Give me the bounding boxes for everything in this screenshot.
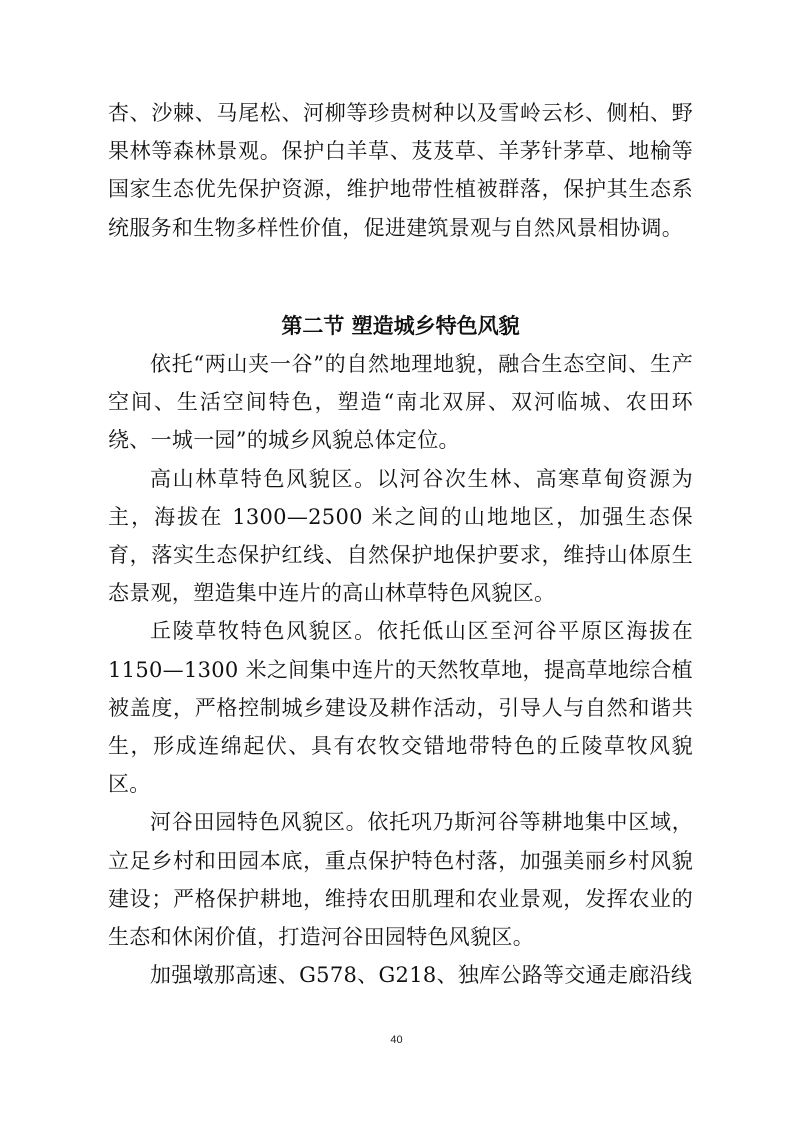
paragraph-hill-pasture-zone: 丘陵草牧特色风貌区。依托低山区至河谷平原区海拔在 1150—1300 米之间集中连片的天然牧草地，提高草地综合植被盖度，严格控制城乡建设及耕作活动，引导人与自然和谐共生，形成连绵起伏、具有农牧交错地带特色的丘陵草牧风貌区。	[108, 619, 693, 797]
paragraph-transport-corridor: 加强墩那高速、G578、G218、独库公路等交通走廊沿线	[150, 963, 693, 988]
paragraph-continuation: 杏、沙棘、马尾松、河柳等珍贵树种以及雪岭云杉、侧柏、野果林等森林景观。保护白羊草、芨芨草、羊茅针茅草、地榆等国家生态优先保护资源，维护地带性植被群落，保护其生态系统服务和生物多样性价值，促进建筑景观与自然风景相协调。	[108, 101, 693, 240]
section-heading: 第二节 塑造城乡特色风貌	[281, 314, 520, 338]
page-number: 40	[390, 1034, 403, 1046]
paragraph-valley-farmland-zone: 河谷田园特色风貌区。依托巩乃斯河谷等耕地集中区域，立足乡村和田园本底，重点保护特色村落，加强美丽乡村风貌建设；严格保护耕地，维持农田肌理和农业景观，发挥农业的生态和休闲价值，打造河谷田园特色风貌区。	[108, 810, 693, 950]
section-body	[108, 345, 693, 994]
paragraph-overview: 依托“两山夹一谷”的自然地理地貌，融合生态空间、生产空间、生活空间特色，塑造“南北双屏、双河临城、农田环绕、一城一园”的城乡风貌总体定位。	[108, 352, 693, 453]
paragraph-highland-zone: 高山林草特色风貌区。以河谷次生林、高寒草甸资源为主，海拔在 1300—2500 米之间的山地地区，加强生态保育，落实生态保护红线、自然保护地保护要求，维持山体原生态景观，塑造集中连片的高山林草特色风貌区。	[108, 466, 693, 606]
continuation-paragraph	[108, 94, 693, 247]
